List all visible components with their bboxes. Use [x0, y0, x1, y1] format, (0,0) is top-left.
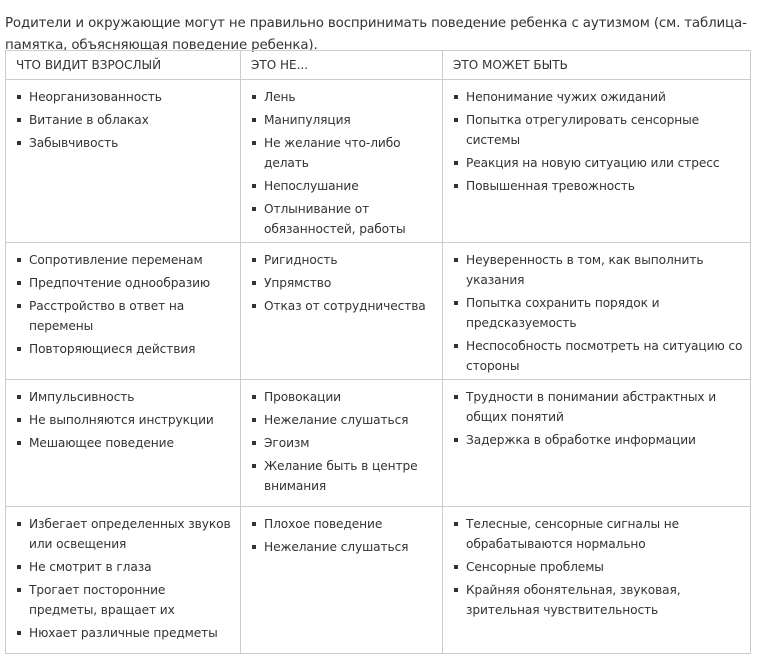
list-item-text: Избегает определенных звуков или освещения: [29, 517, 231, 551]
list-item: [251, 176, 436, 196]
bullet-list: [241, 507, 442, 557]
cell-it-is-not: [241, 80, 443, 243]
list-item-text: Отлынивание от обязанностей, работы: [264, 202, 406, 236]
cell-it-is-not: [241, 243, 443, 380]
table-row: [6, 507, 751, 654]
bullet-icon: [252, 464, 256, 468]
list-item-text: Манипуляция: [264, 113, 351, 127]
list-item-text: Отказ от сотрудничества: [264, 299, 426, 313]
cell-what-adult-sees: [6, 80, 241, 243]
list-item: [16, 623, 234, 643]
list-item-text: Забывчивость: [29, 136, 119, 150]
list-item-text: Сопротивление переменам: [29, 253, 203, 267]
cell-it-may-be: [443, 380, 751, 507]
bullet-icon: [252, 281, 256, 285]
list-item: [251, 273, 436, 293]
header-it-may-be: ЭТО МОЖЕТ БЫТЬ: [443, 51, 751, 80]
bullet-icon: [17, 141, 21, 145]
table-row: [6, 80, 751, 243]
list-item-text: Непослушание: [264, 179, 359, 193]
list-item: [251, 133, 436, 173]
bullet-icon: [454, 438, 458, 442]
bullet-icon: [454, 395, 458, 399]
bullet-list: [443, 380, 750, 450]
list-item: [251, 387, 436, 407]
list-item-text: Расстройство в ответ на перемены: [29, 299, 185, 333]
header-it-is-not: ЭТО НЕ...: [241, 51, 443, 80]
list-item-text: Ригидность: [264, 253, 338, 267]
list-item-text: Нежелание слушаться: [264, 413, 409, 427]
behavior-memo-table: [5, 50, 751, 654]
list-item: [16, 557, 234, 577]
bullet-icon: [17, 95, 21, 99]
list-item: [453, 336, 744, 376]
list-item: [16, 273, 234, 293]
list-item-text: Эгоизм: [264, 436, 310, 450]
list-item: [16, 296, 234, 336]
list-item-text: Витание в облаках: [29, 113, 149, 127]
list-item: [16, 433, 234, 453]
list-item-text: Нежелание слушаться: [264, 540, 409, 554]
list-item-text: Трогает посторонние предметы, вращает их: [29, 583, 175, 617]
bullet-list: [443, 507, 750, 620]
list-item-text: Мешающее поведение: [29, 436, 174, 450]
list-item: [16, 250, 234, 270]
bullet-icon: [454, 565, 458, 569]
list-item-text: Предпочтение однообразию: [29, 276, 211, 290]
bullet-icon: [252, 304, 256, 308]
bullet-icon: [17, 347, 21, 351]
bullet-icon: [252, 141, 256, 145]
header-what-adult-sees: ЧТО ВИДИТ ВЗРОСЛЫЙ: [6, 51, 241, 80]
bullet-icon: [454, 344, 458, 348]
bullet-icon: [252, 184, 256, 188]
list-item: [16, 339, 234, 359]
cell-it-may-be: [443, 243, 751, 380]
list-item-text: Не смотрит в глаза: [29, 560, 152, 574]
list-item: [16, 110, 234, 130]
list-item-text: Телесные, сенсорные сигналы не обрабатываются нормально: [466, 517, 680, 551]
list-item: [251, 199, 436, 239]
list-item: [251, 514, 436, 534]
bullet-icon: [454, 258, 458, 262]
list-item-text: Не желание что-либо делать: [264, 136, 401, 170]
bullet-icon: [454, 161, 458, 165]
list-item-text: Повторяющиеся действия: [29, 342, 196, 356]
list-item: [16, 133, 234, 153]
list-item: [251, 250, 436, 270]
list-item-text: Неуверенность в том, как выполнить указания: [466, 253, 704, 287]
bullet-list: [443, 80, 750, 196]
bullet-list: [241, 80, 442, 239]
list-item-text: Сенсорные проблемы: [466, 560, 604, 574]
cell-it-is-not: [241, 380, 443, 507]
list-item-text: Неорганизованность: [29, 90, 162, 104]
bullet-icon: [17, 281, 21, 285]
bullet-icon: [454, 184, 458, 188]
list-item: [251, 433, 436, 453]
cell-it-is-not: [241, 507, 443, 654]
table-header-row: [6, 51, 751, 80]
list-item-text: Повышенная тревожность: [466, 179, 635, 193]
cell-what-adult-sees: [6, 243, 241, 380]
bullet-icon: [252, 118, 256, 122]
bullet-icon: [252, 95, 256, 99]
list-item-text: Попытка сохранить порядок и предсказуемость: [466, 296, 660, 330]
bullet-icon: [454, 118, 458, 122]
list-item: [16, 580, 234, 620]
list-item: [453, 110, 744, 150]
list-item-text: Плохое поведение: [264, 517, 383, 531]
bullet-icon: [17, 258, 21, 262]
list-item: [453, 430, 744, 450]
bullet-icon: [17, 418, 21, 422]
bullet-icon: [454, 95, 458, 99]
bullet-icon: [17, 522, 21, 526]
list-item: [251, 537, 436, 557]
bullet-list: [6, 243, 240, 359]
bullet-icon: [252, 395, 256, 399]
list-item-text: Трудности в понимании абстрактных и общих понятий: [466, 390, 717, 424]
cell-what-adult-sees: [6, 507, 241, 654]
bullet-icon: [252, 522, 256, 526]
intro-paragraph: Родители и окружающие могут не правильно воспринимать поведение ребенка с аутизмом (см. таблица-памятка, объясняющая поведение ребенка).: [5, 16, 747, 54]
list-item-text: Импульсивность: [29, 390, 135, 404]
bullet-list: [6, 507, 240, 643]
bullet-list: [6, 380, 240, 453]
list-item-text: Неспособность посмотреть на ситуацию со стороны: [466, 339, 743, 373]
list-item: [453, 514, 744, 554]
bullet-icon: [252, 207, 256, 211]
list-item: [453, 580, 744, 620]
list-item: [453, 387, 744, 427]
bullet-icon: [252, 545, 256, 549]
list-item-text: Не выполняются инструкции: [29, 413, 214, 427]
bullet-icon: [17, 395, 21, 399]
bullet-icon: [17, 588, 21, 592]
list-item: [251, 296, 436, 316]
list-item-text: Задержка в обработке информации: [466, 433, 696, 447]
list-item: [16, 387, 234, 407]
list-item-text: Лень: [264, 90, 296, 104]
bullet-icon: [454, 522, 458, 526]
bullet-icon: [17, 118, 21, 122]
list-item: [251, 456, 436, 496]
list-item: [16, 87, 234, 107]
bullet-icon: [17, 304, 21, 308]
table-row: [6, 380, 751, 507]
cell-what-adult-sees: [6, 380, 241, 507]
bullet-list: [241, 380, 442, 496]
bullet-icon: [252, 418, 256, 422]
bullet-icon: [454, 588, 458, 592]
list-item: [251, 410, 436, 430]
bullet-icon: [454, 301, 458, 305]
list-item: [16, 410, 234, 430]
list-item: [251, 110, 436, 130]
list-item-text: Упрямство: [264, 276, 332, 290]
list-item: [453, 557, 744, 577]
list-item-text: Реакция на новую ситуацию или стресс: [466, 156, 720, 170]
list-item-text: Крайняя обонятельная, звуковая, зрительная чувствительность: [466, 583, 681, 617]
list-item: [251, 87, 436, 107]
bullet-list: [241, 243, 442, 316]
bullet-icon: [17, 565, 21, 569]
list-item-text: Непонимание чужих ожиданий: [466, 90, 666, 104]
bullet-icon: [252, 441, 256, 445]
list-item: [453, 176, 744, 196]
list-item-text: Желание быть в центре внимания: [264, 459, 418, 493]
bullet-icon: [17, 441, 21, 445]
list-item: [453, 293, 744, 333]
list-item: [453, 87, 744, 107]
cell-it-may-be: [443, 80, 751, 243]
bullet-list: [6, 80, 240, 153]
list-item-text: Нюхает различные предметы: [29, 626, 218, 640]
cell-it-may-be: [443, 507, 751, 654]
list-item: [453, 250, 744, 290]
bullet-icon: [252, 258, 256, 262]
table-row: [6, 243, 751, 380]
list-item: [16, 514, 234, 554]
bullet-list: [443, 243, 750, 376]
list-item: [453, 153, 744, 173]
list-item-text: Провокации: [264, 390, 341, 404]
bullet-icon: [17, 631, 21, 635]
list-item-text: Попытка отрегулировать сенсорные системы: [466, 113, 700, 147]
